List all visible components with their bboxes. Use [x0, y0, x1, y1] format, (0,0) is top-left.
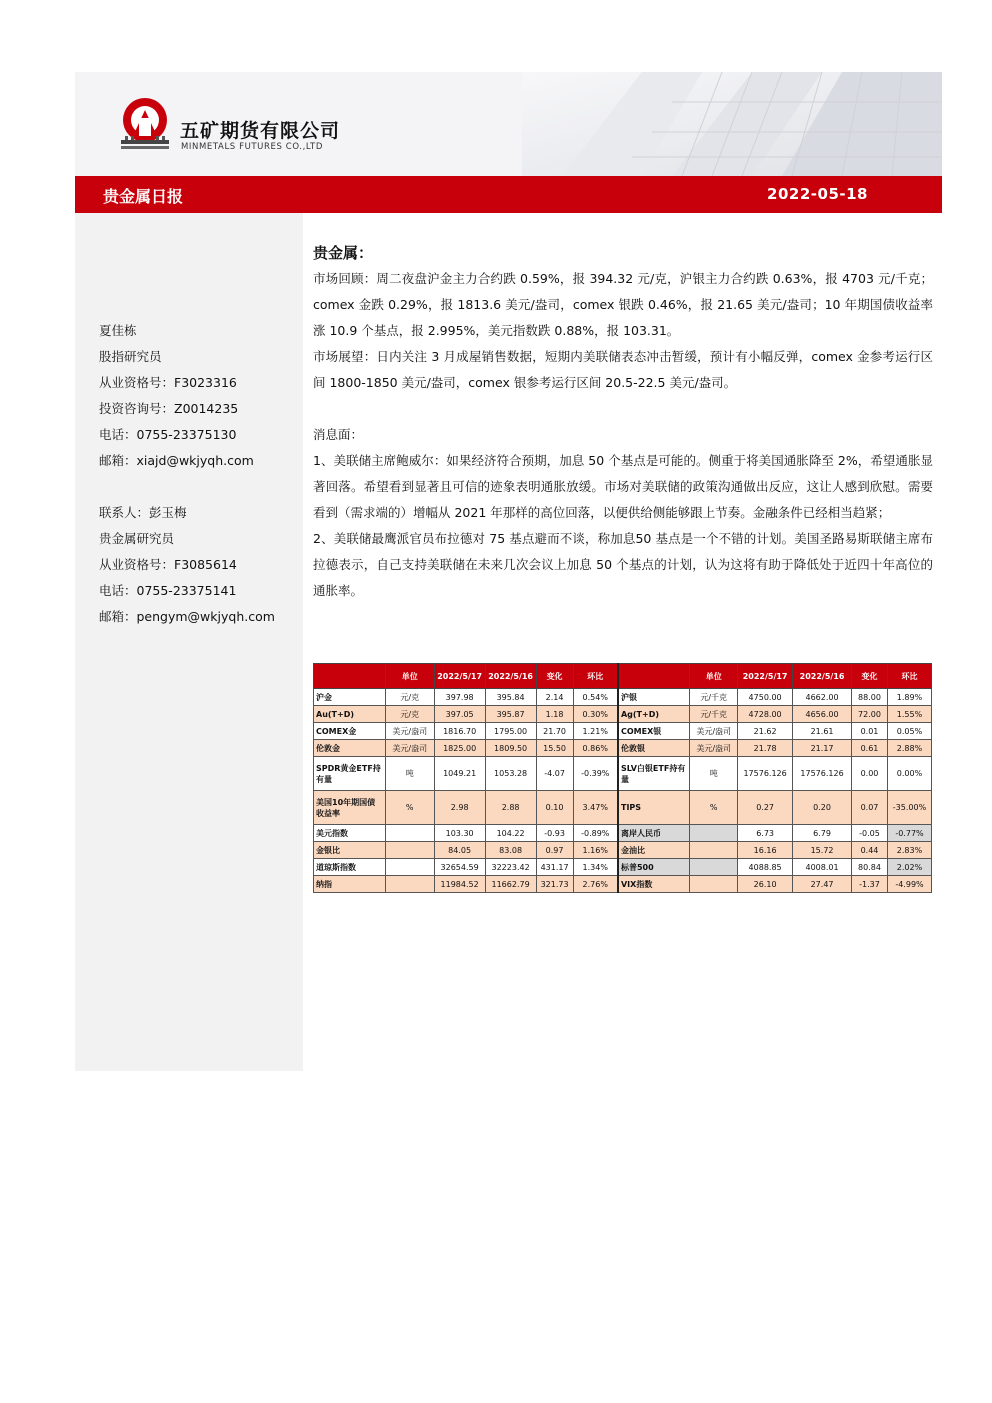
market-review [313, 266, 933, 344]
table-cell [385, 842, 434, 859]
table-cell: 26.10 [738, 876, 793, 893]
table-cell: 1809.50 [485, 740, 536, 757]
report-header [75, 72, 942, 176]
table-cell: 11984.52 [434, 876, 485, 893]
table-row-label: Ag(T+D) [618, 706, 690, 723]
table-cell: 21.70 [536, 723, 573, 740]
minmetals-logo-icon [119, 96, 171, 154]
table-header-blank [314, 664, 386, 689]
table-cell: 2.02% [887, 859, 931, 876]
table-cell: 0.54% [573, 689, 618, 706]
table-header-cell: 单位 [385, 664, 434, 689]
table-cell: 1053.28 [485, 757, 536, 791]
table-row-label: 道琼斯指数 [314, 859, 386, 876]
table-row-label: COMEX银 [618, 723, 690, 740]
table-cell [385, 825, 434, 842]
table-cell: 4750.00 [738, 689, 793, 706]
contact-email: 邮箱：pengym@wkjyqh.com [99, 609, 275, 624]
table-header-cell: 2022/5/17 [434, 664, 485, 689]
table-cell: 21.17 [793, 740, 852, 757]
table-cell: -0.77% [887, 825, 931, 842]
table-cell: 103.30 [434, 825, 485, 842]
report-title: 贵金属日报 [103, 187, 184, 206]
table-cell: 2.83% [887, 842, 931, 859]
analyst-phone: 电话：0755-23375130 [99, 427, 237, 442]
table-cell: 104.22 [485, 825, 536, 842]
table-cell: 0.00 [852, 757, 888, 791]
table-body [314, 689, 932, 893]
table-cell: 1.89% [887, 689, 931, 706]
table-row-label: 沪金 [314, 689, 386, 706]
table-cell: -0.89% [573, 825, 618, 842]
table-cell: 4656.00 [793, 706, 852, 723]
report-body [313, 240, 933, 604]
table-cell: 元/千克 [690, 689, 738, 706]
table-cell: 4728.00 [738, 706, 793, 723]
table-cell: 17576.126 [793, 757, 852, 791]
table-cell: 吨 [690, 757, 738, 791]
table-cell: 397.05 [434, 706, 485, 723]
table-cell: 1816.70 [434, 723, 485, 740]
table-cell: -1.37 [852, 876, 888, 893]
table-cell: 32654.59 [434, 859, 485, 876]
table-header-row [314, 664, 932, 689]
news-item-2-text: 2、美联储最鹰派官员布拉德对 75 基点避而不谈，称加息50 基点是一个不错的计划。美国圣路易斯联储主席布拉德表示，自己支持美联储在未来几次会议上加息 50 个基点的计划，认为这将有助于降低处于近四十年高位的通胀率。 [313, 531, 933, 598]
table-row-label: VIX指数 [618, 876, 690, 893]
table-cell: 6.73 [738, 825, 793, 842]
company-name-en: MINMETALS FUTURES CO.,LTD [181, 142, 323, 152]
table-row [314, 757, 932, 791]
table-header-cell: 环比 [573, 664, 618, 689]
table-cell: 395.84 [485, 689, 536, 706]
table-header-blank [618, 664, 690, 689]
table-cell: 1795.00 [485, 723, 536, 740]
table-cell: 21.62 [738, 723, 793, 740]
table-row-label: 金银比 [314, 842, 386, 859]
table-header-cell: 环比 [887, 664, 931, 689]
table-cell: 0.07 [852, 791, 888, 825]
analyst-title: 股指研究员 [99, 349, 162, 364]
table-row [314, 876, 932, 893]
analyst-name: 夏佳栋 [99, 323, 137, 338]
table-cell: 美元/盎司 [385, 740, 434, 757]
table-cell: 0.86% [573, 740, 618, 757]
table-row-label: 美元指数 [314, 825, 386, 842]
news-item-2 [313, 526, 933, 604]
table-cell: 元/克 [385, 689, 434, 706]
table-cell: 0.44 [852, 842, 888, 859]
table-cell: 21.61 [793, 723, 852, 740]
analyst-info [99, 318, 254, 474]
table-cell: 元/克 [385, 706, 434, 723]
report-date: 2022-05-18 [767, 185, 868, 203]
table-cell: -4.07 [536, 757, 573, 791]
table-cell: 84.05 [434, 842, 485, 859]
table-cell: 1825.00 [434, 740, 485, 757]
table-header-cell: 2022/5/16 [485, 664, 536, 689]
table-cell: 431.17 [536, 859, 573, 876]
table-cell: 4662.00 [793, 689, 852, 706]
table-row-label: 伦敦金 [314, 740, 386, 757]
table-cell: 美元/盎司 [385, 723, 434, 740]
contact-name: 联系人：彭玉梅 [99, 505, 187, 520]
table-cell: 11662.79 [485, 876, 536, 893]
analyst-consulting-id: 投资咨询号：Z0014235 [99, 401, 239, 416]
table-cell [690, 825, 738, 842]
table-row-label: 美国10年期国债收益率 [314, 791, 386, 825]
table-cell: 80.84 [852, 859, 888, 876]
table-cell: -0.93 [536, 825, 573, 842]
table-cell: -0.39% [573, 757, 618, 791]
table-row [314, 859, 932, 876]
table-row [314, 723, 932, 740]
table-cell: 0.20 [793, 791, 852, 825]
table-cell: 1049.21 [434, 757, 485, 791]
table-cell: 32223.42 [485, 859, 536, 876]
table-cell: 2.88% [887, 740, 931, 757]
table-row-label: 金油比 [618, 842, 690, 859]
table-cell: 1.34% [573, 859, 618, 876]
contact-qualification: 从业资格号：F3085614 [99, 557, 237, 572]
table-cell: -4.99% [887, 876, 931, 893]
table-cell: 6.79 [793, 825, 852, 842]
company-name-cn: 五矿期货有限公司 [180, 120, 341, 142]
table-cell: 15.50 [536, 740, 573, 757]
table-cell: 3.47% [573, 791, 618, 825]
table-cell: 15.72 [793, 842, 852, 859]
table-row [314, 706, 932, 723]
table-cell: 21.78 [738, 740, 793, 757]
contact-info [99, 500, 275, 630]
table-cell: 83.08 [485, 842, 536, 859]
table-cell: 4008.01 [793, 859, 852, 876]
table-cell: 1.21% [573, 723, 618, 740]
table-cell: 0.27 [738, 791, 793, 825]
table-cell: 395.87 [485, 706, 536, 723]
table-cell: 321.73 [536, 876, 573, 893]
analyst-qualification: 从业资格号：F3023316 [99, 375, 237, 390]
news-item-1 [313, 448, 933, 526]
table-cell: 2.98 [434, 791, 485, 825]
table-header-cell: 2022/5/17 [738, 664, 793, 689]
table-cell: 美元/盎司 [690, 723, 738, 740]
table-header-cell: 单位 [690, 664, 738, 689]
table-cell [690, 842, 738, 859]
table-cell: 27.47 [793, 876, 852, 893]
table-cell: 88.00 [852, 689, 888, 706]
table-row-label: 标普500 [618, 859, 690, 876]
table-cell: 0.61 [852, 740, 888, 757]
table-header-cell: 变化 [852, 664, 888, 689]
table-cell: -0.05 [852, 825, 888, 842]
table-cell: 0.10 [536, 791, 573, 825]
table-cell [690, 859, 738, 876]
building-background-graphic [522, 72, 942, 176]
table-cell: % [385, 791, 434, 825]
report-title-bar [75, 176, 942, 213]
table-row [314, 842, 932, 859]
table-cell: -35.00% [887, 791, 931, 825]
table-cell [690, 876, 738, 893]
table-cell: % [690, 791, 738, 825]
table-row-label: TIPS [618, 791, 690, 825]
table-cell: 16.16 [738, 842, 793, 859]
table-cell: 元/千克 [690, 706, 738, 723]
table-cell: 1.55% [887, 706, 931, 723]
table-cell: 0.30% [573, 706, 618, 723]
table-cell: 17576.126 [738, 757, 793, 791]
news-title: 消息面： [313, 427, 364, 442]
table-cell: 0.00% [887, 757, 931, 791]
table-cell: 1.18 [536, 706, 573, 723]
table-cell: 72.00 [852, 706, 888, 723]
table-cell: 397.98 [434, 689, 485, 706]
market-outlook-text: 市场展望：日内关注 3 月成屋销售数据，短期内美联储表态冲击暂缓，预计有小幅反弹，comex 金参考运行区间 1800-1850 美元/盎司，comex 银参考运行区间 20.5-22.5 美元/盎司。 [313, 349, 933, 390]
market-review-text: 市场回顾：周二夜盘沪金主力合约跌 0.59%，报 394.32 元/克，沪银主力合约跌 0.63%，报 4703 元/千克；comex 金跌 0.29%，报 1813.6 美元/盎司，comex 银跌 0.46%，报 21.65 美元/盎司；10 年期国债收益率涨 10.9 个基点，报 2.995%，美元指数跌 0.88%，报 103.31。 [313, 271, 933, 338]
contact-title: 贵金属研究员 [99, 531, 175, 546]
precious-metals-data-table [313, 663, 932, 893]
table-row-label: SLV白银ETF持有量 [618, 757, 690, 791]
table-cell [385, 876, 434, 893]
contact-phone: 电话：0755-23375141 [99, 583, 237, 598]
table-row [314, 791, 932, 825]
table-cell: 2.76% [573, 876, 618, 893]
market-outlook [313, 344, 933, 396]
table-cell: 0.01 [852, 723, 888, 740]
table-cell: 1.16% [573, 842, 618, 859]
table-header-cell: 2022/5/16 [793, 664, 852, 689]
table-row-label: Au(T+D) [314, 706, 386, 723]
table-row-label: SPDR黄金ETF持有量 [314, 757, 386, 791]
table-cell: 0.05% [887, 723, 931, 740]
analyst-sidebar [75, 213, 303, 1071]
table-cell: 2.88 [485, 791, 536, 825]
news-item-1-text: 1、美联储主席鲍威尔：如果经济符合预期，加息 50 个基点是可能的。侧重于将美国通胀降至 2%，希望通胀显著回落。希望看到显著且可信的迹象表明通胀放缓。市场对美联储的政策沟通做出反应，这让人感到欣慰。需要看到（需求端的）增幅从 2021 年那样的高位回落，以便供给侧能够跟上节奏。金融条件已经相当趋紧； [313, 453, 933, 520]
table-cell: 0.97 [536, 842, 573, 859]
table-row-label: 离岸人民币 [618, 825, 690, 842]
table-row [314, 689, 932, 706]
table-cell [385, 859, 434, 876]
section-title: 贵金属： [313, 244, 374, 262]
table-cell: 2.14 [536, 689, 573, 706]
analyst-email: 邮箱：xiajd@wkjyqh.com [99, 453, 254, 468]
table-row [314, 825, 932, 842]
table-row [314, 740, 932, 757]
table-row-label: 伦敦银 [618, 740, 690, 757]
table-row-label: 沪银 [618, 689, 690, 706]
table-cell: 4088.85 [738, 859, 793, 876]
table-cell: 吨 [385, 757, 434, 791]
table-cell: 美元/盎司 [690, 740, 738, 757]
table-row-label: 纳指 [314, 876, 386, 893]
table-row-label: COMEX金 [314, 723, 386, 740]
table-header-cell: 变化 [536, 664, 573, 689]
